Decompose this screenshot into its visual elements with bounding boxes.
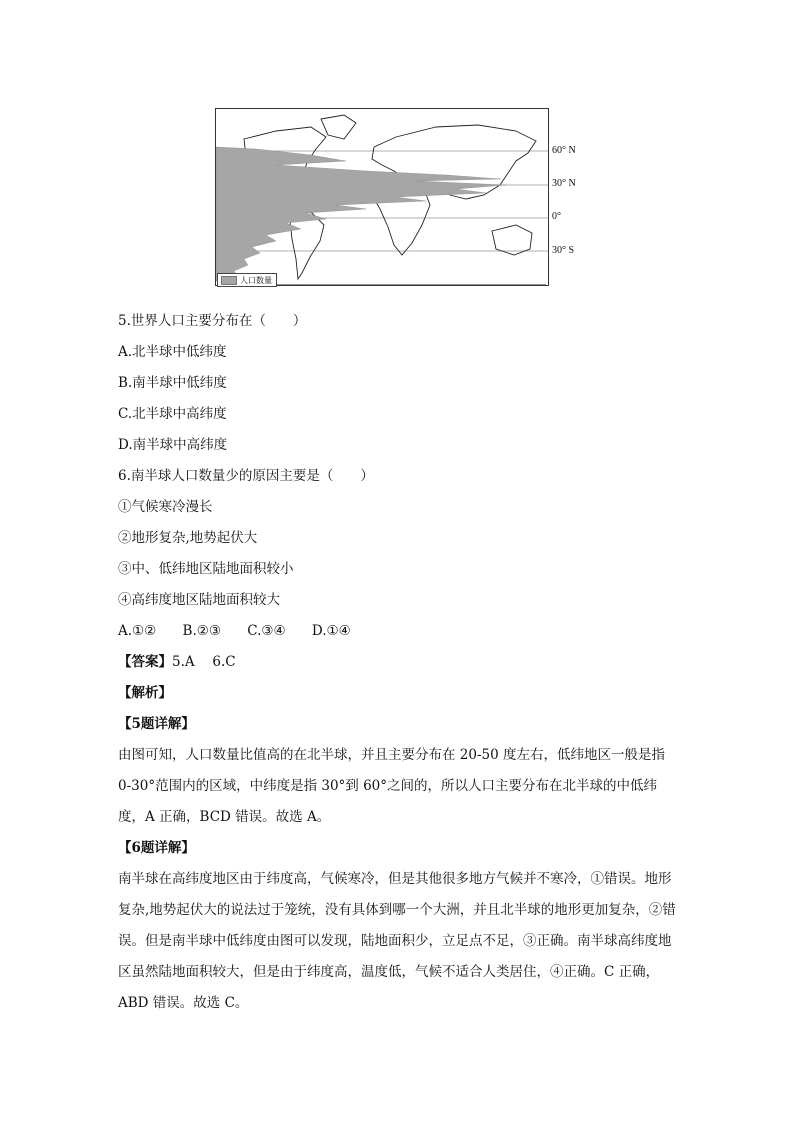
q6-item-4: ④高纬度地区陆地面积较大	[118, 592, 280, 608]
q6-option-d: D.①④	[311, 623, 351, 639]
map-legend	[217, 273, 277, 287]
q6-options	[118, 621, 373, 641]
answer-label: 【答案】	[118, 654, 172, 670]
legend-label: 人口数量	[240, 275, 272, 285]
answer-text: 5.A 6.C	[172, 654, 236, 670]
lat-label-30n: 30° N	[552, 178, 576, 189]
q6-item-1: ①气候寒冷漫长	[118, 499, 213, 515]
detail6-text: 南半球在高纬度地区由于纬度高，气候寒冷，但是其他很多地方气候并不寒冷，①错误。地形复杂,地势起伏大的说法过于笼统，没有具体到哪一个大洲，并且北半球的地形更加复杂，②错误。但是南半球中低纬度由图可以发现，陆地面积少，立足点不足，③正确。南半球高纬度地区虽然陆地面积较大，但是由于纬度高，温度低，气候不适合人类居住，④正确。C 正确，ABD 错误。故选 C。	[118, 871, 676, 1011]
world-population-map	[215, 108, 549, 286]
lat-label-equator: 0°	[552, 211, 561, 222]
legend-swatch	[221, 276, 237, 285]
q5-option-d: D.南半球中高纬度	[118, 437, 228, 453]
answer-line	[118, 652, 236, 672]
lat-label-60n: 60° N	[552, 145, 576, 156]
detail5-label: 【5题详解】	[118, 716, 195, 732]
q5-stem: 5.世界人口主要分布在（ ）	[118, 313, 307, 329]
q6-item-2: ②地形复杂,地势起伏大	[118, 530, 258, 546]
detail6-label: 【6题详解】	[118, 840, 195, 856]
q6-option-c: C.③④	[247, 623, 286, 639]
australia-outline	[492, 225, 532, 255]
q6-stem: 6.南半球人口数量少的原因主要是（ ）	[118, 468, 374, 484]
q6-option-a: A.①②	[118, 623, 157, 639]
analysis-label: 【解析】	[118, 685, 172, 701]
q5-option-a: A.北半球中低纬度	[118, 344, 227, 360]
map-graphic	[216, 109, 549, 286]
population-silhouette	[216, 147, 506, 281]
q6-option-b: B.②③	[182, 623, 221, 639]
greenland-outline	[321, 115, 356, 139]
detail5-text: 由图可知，人口数量比值高的在北半球，并且主要分布在 20-50 度左右，低纬地区一般是指 0-30°范围内的区域，中纬度是指 30°到 60°之间的，所以人口主要分布在北半球的中低纬度，A 正确，BCD 错误。故选 A。	[118, 747, 665, 825]
q6-item-3: ③中、低纬地区陆地面积较小	[118, 561, 294, 577]
population-distribution	[216, 147, 506, 281]
q5-option-c: C.北半球中高纬度	[118, 406, 227, 422]
q5-option-b: B.南半球中低纬度	[118, 375, 227, 391]
lat-label-30s: 30° S	[552, 245, 575, 256]
